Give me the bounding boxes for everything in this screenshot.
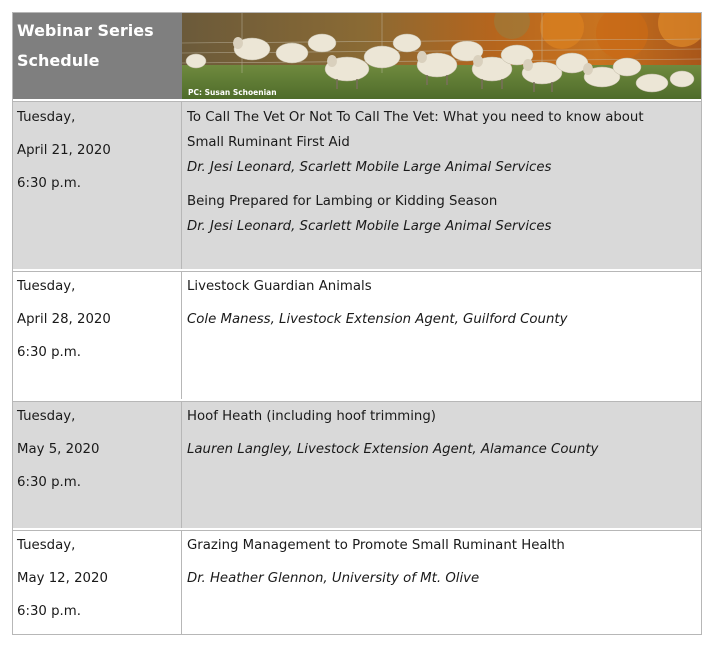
sheep-photo — [182, 13, 701, 100]
session-time: 6:30 p.m. — [17, 604, 81, 619]
table-header — [13, 13, 701, 100]
session-time: 6:30 p.m. — [17, 345, 81, 360]
session-row — [13, 101, 701, 269]
session-row — [13, 530, 701, 634]
talk-speaker: Lauren Langley, Livestock Extension Agent, Alamance County — [187, 442, 599, 457]
photo-credit: PC: Susan Schoenian — [188, 88, 277, 97]
session-day: Tuesday, — [17, 538, 76, 553]
session-date: May 12, 2020 — [17, 571, 108, 586]
schedule-title-line1: Webinar Series — [17, 21, 154, 40]
talk-title: Livestock Guardian Animals — [187, 279, 372, 294]
session-row — [13, 401, 701, 528]
session-date: April 28, 2020 — [17, 312, 111, 327]
session-row — [13, 271, 701, 399]
session-day: Tuesday, — [17, 279, 76, 294]
session-day: Tuesday, — [17, 409, 76, 424]
session-day: Tuesday, — [17, 110, 76, 125]
talk-speaker: Dr. Jesi Leonard, Scarlett Mobile Large Animal Services — [187, 219, 552, 234]
schedule-title-line2: Schedule — [17, 51, 100, 70]
talk-speaker: Dr. Jesi Leonard, Scarlett Mobile Large Animal Services — [187, 160, 552, 175]
talk-speaker: Cole Maness, Livestock Extension Agent, Guilford County — [187, 312, 568, 327]
talk-title-continued: Small Ruminant First Aid — [187, 135, 350, 150]
session-time: 6:30 p.m. — [17, 176, 81, 191]
talk-title: Hoof Heath (including hoof trimming) — [187, 409, 436, 424]
webinar-schedule-table — [12, 12, 702, 635]
sheep-flock-illustration — [182, 13, 701, 100]
talk-title: Grazing Management to Promote Small Ruminant Health — [187, 538, 565, 553]
session-date: May 5, 2020 — [17, 442, 100, 457]
schedule-title — [13, 13, 182, 100]
talk-title: Being Prepared for Lambing or Kidding Season — [187, 194, 498, 209]
talk-title: To Call The Vet Or Not To Call The Vet: What you need to know about — [187, 110, 644, 125]
session-date: April 21, 2020 — [17, 143, 111, 158]
session-time: 6:30 p.m. — [17, 475, 81, 490]
talk-speaker: Dr. Heather Glennon, University of Mt. Olive — [187, 571, 480, 586]
